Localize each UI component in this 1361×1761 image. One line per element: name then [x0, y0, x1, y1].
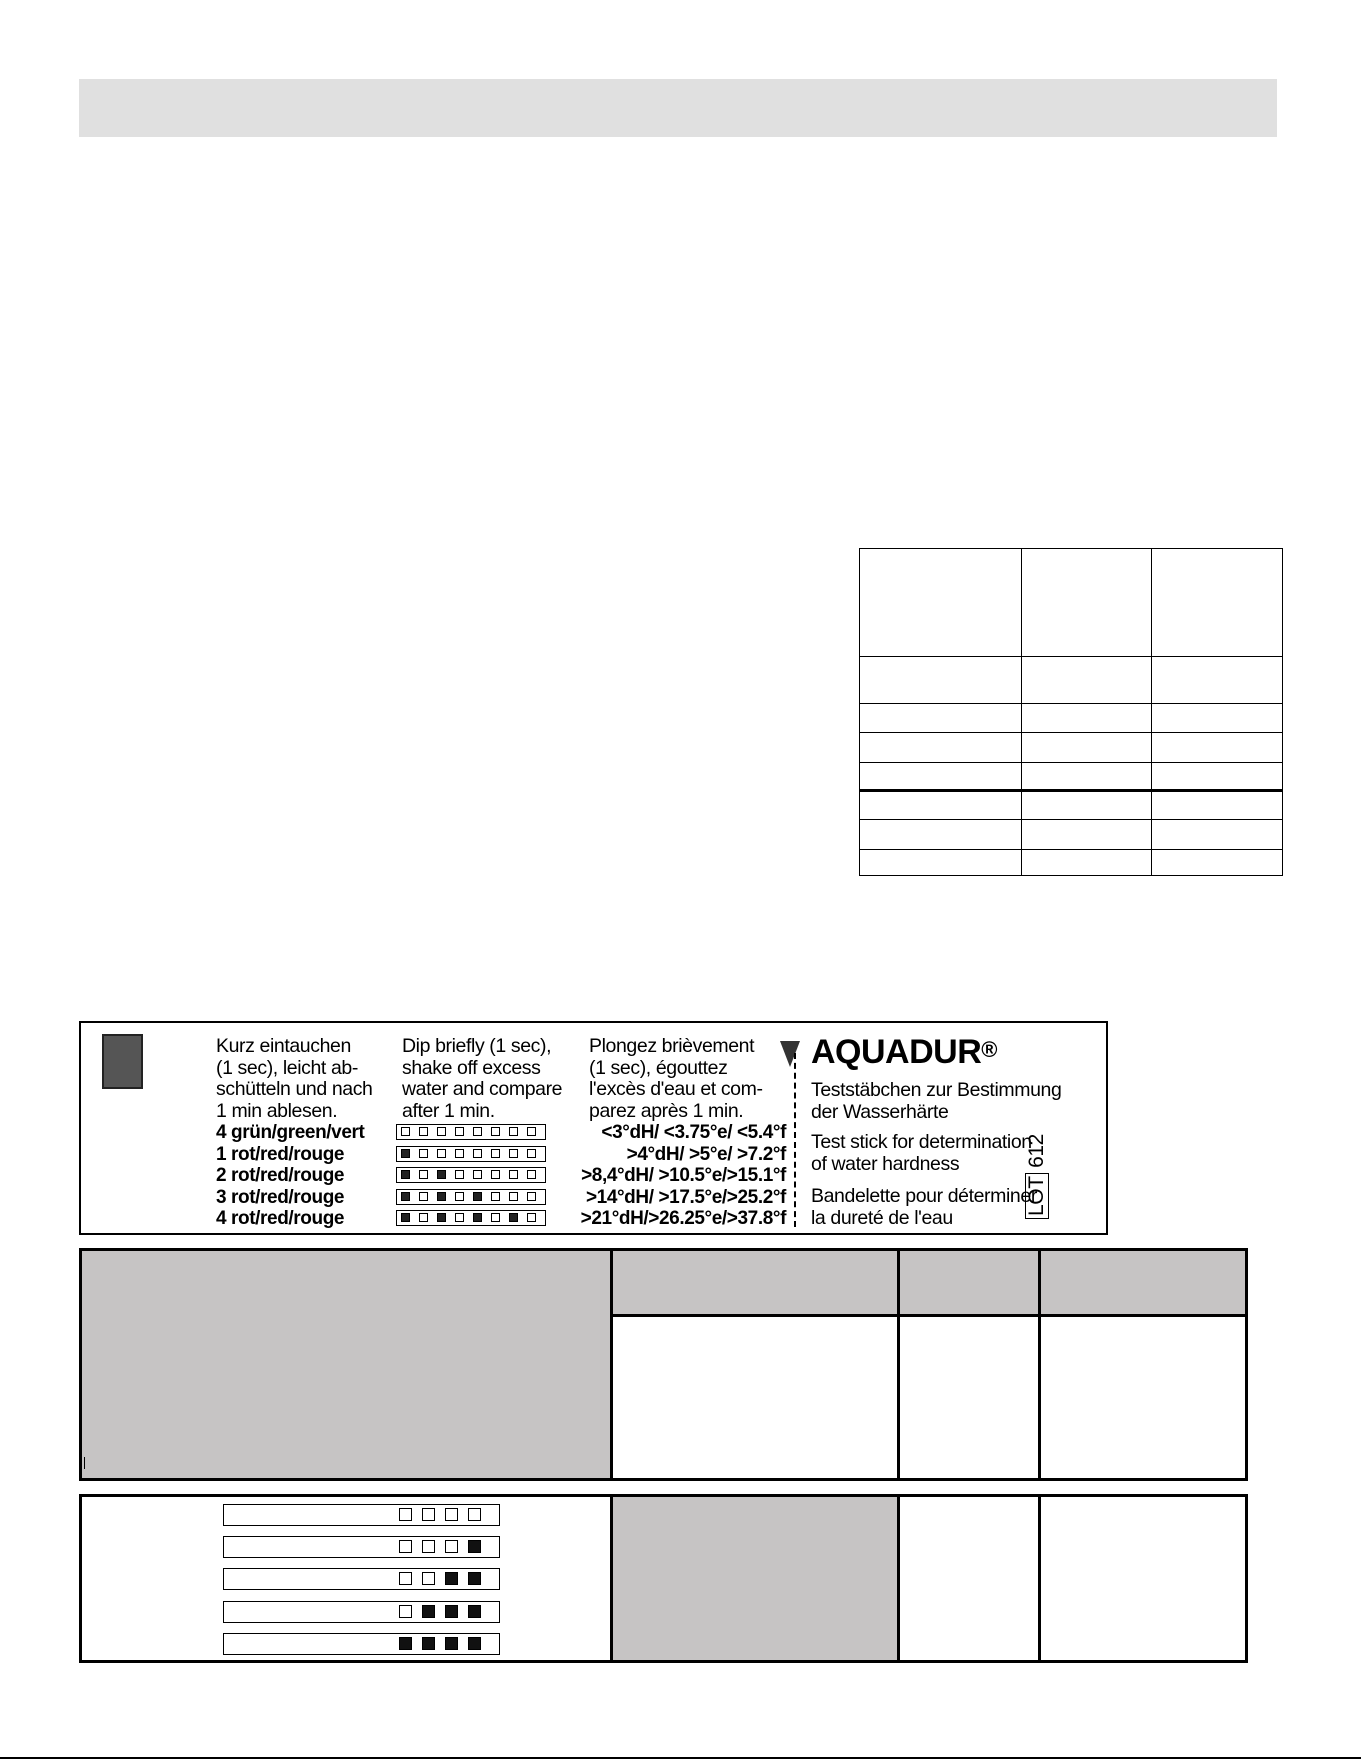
scale-value: >4°dH/ >5°e/ >7.2°f [626, 1143, 786, 1165]
strip-pad [509, 1127, 518, 1136]
table-cell [860, 790, 1022, 819]
test-pad-swatch [102, 1034, 143, 1089]
indicator-square [445, 1572, 458, 1585]
table-cell [860, 849, 1022, 875]
table-cell [1022, 762, 1152, 790]
description-line: Test stick for determination [811, 1131, 1032, 1153]
table-cell [1022, 790, 1152, 819]
strip-pad [473, 1213, 482, 1222]
form-header-cell [1040, 1250, 1247, 1316]
strip-pad [419, 1149, 428, 1158]
table-cell [1152, 849, 1283, 875]
indicator-square [422, 1540, 435, 1553]
table-cell [1152, 549, 1283, 657]
table-cell [860, 703, 1022, 732]
strip-pad [401, 1127, 410, 1136]
scale-value: >8,4°dH/ >10.5°e/>15.1°f [581, 1165, 786, 1186]
table-cell [860, 549, 1022, 657]
strip-pad [437, 1170, 446, 1179]
indicator-square [445, 1637, 458, 1650]
strip-pad [437, 1192, 446, 1201]
scale-row [216, 1208, 786, 1230]
instruction-line: Dip briefly (1 sec), [402, 1035, 552, 1057]
instructions-english [402, 1036, 582, 1122]
indicator-square [422, 1572, 435, 1585]
instruction-line: after 1 min. [402, 1099, 495, 1122]
description-line: la dureté de l'eau [811, 1206, 953, 1229]
hardness-table [859, 548, 1283, 876]
strip-pad [491, 1213, 500, 1222]
strip-pad [455, 1149, 464, 1158]
lot-value: 612 [1025, 1134, 1048, 1168]
scale-value: >21°dH/>26.25°e/>37.8°f [580, 1208, 786, 1229]
strip-pad [437, 1149, 446, 1158]
indicator-square [445, 1540, 458, 1553]
table-cell [1152, 820, 1283, 849]
scale-value: >14°dH/ >17.5°e/>25.2°f [585, 1186, 786, 1208]
scale-strip [396, 1210, 546, 1226]
instruction-line: Plongez brièvement [589, 1035, 755, 1057]
lot-number [1024, 1129, 1050, 1219]
table-row [860, 703, 1283, 732]
triangle-marker-icon [780, 1041, 800, 1067]
registered-mark: ® [981, 1037, 997, 1062]
table-cell [1152, 656, 1283, 703]
lot-word: LOT [1025, 1173, 1049, 1219]
indicator-square [399, 1508, 412, 1521]
strip-pad [437, 1127, 446, 1136]
brand-name [811, 1034, 997, 1070]
scale-label: 4 rot/red/rouge [216, 1208, 345, 1229]
form-entry-cell[interactable] [612, 1316, 899, 1480]
strip-pad [491, 1127, 500, 1136]
strip-pad [455, 1213, 464, 1222]
instruction-line: (1 sec), égouttez [589, 1056, 728, 1079]
table-cell [1022, 549, 1152, 657]
scale-row [216, 1187, 786, 1209]
strip-pad [491, 1149, 500, 1158]
form-gray-cell [81, 1250, 612, 1480]
table-cell [860, 656, 1022, 703]
description-line: Teststäbchen zur Bestimmung [811, 1079, 1062, 1101]
table-cell [1152, 703, 1283, 732]
scale-strip [396, 1124, 546, 1140]
description-line: of water hardness [811, 1152, 960, 1175]
form-entry-cell[interactable] [1040, 1496, 1247, 1662]
form-entry-cell[interactable] [1040, 1316, 1247, 1480]
indicator-square [399, 1637, 412, 1650]
page-bottom-rule [0, 1757, 1361, 1759]
form-entry-cell[interactable] [899, 1496, 1040, 1662]
indicator-row [223, 1504, 500, 1526]
strip-pad [473, 1170, 482, 1179]
table-cell [1152, 733, 1283, 762]
brand-text: AQUADUR [811, 1033, 982, 1071]
scale-label: 1 rot/red/rouge [216, 1143, 345, 1165]
form-header-cell [612, 1250, 899, 1316]
strip-pad [509, 1170, 518, 1179]
strip-pad [527, 1170, 536, 1179]
indicator-square [422, 1637, 435, 1650]
strip-pad [527, 1127, 536, 1136]
table-cell [1022, 733, 1152, 762]
strip-pad [419, 1127, 428, 1136]
strip-pad [491, 1192, 500, 1201]
strip-pad [455, 1192, 464, 1201]
description-line: der Wasserhärte [811, 1100, 949, 1123]
indicator-square [399, 1605, 412, 1618]
instruction-line: schütteln und nach [216, 1078, 373, 1100]
strip-pad [419, 1192, 428, 1201]
scale-strip [396, 1167, 546, 1183]
strip-pad [491, 1170, 500, 1179]
strip-pad [473, 1149, 482, 1158]
indicator-row [223, 1568, 500, 1590]
table-cell [1152, 790, 1283, 819]
indicator-row [223, 1601, 500, 1623]
scale-row [216, 1165, 786, 1187]
stray-mark [84, 1457, 85, 1469]
scale-row [216, 1144, 786, 1166]
indicator-square [468, 1572, 481, 1585]
strip-pad [527, 1149, 536, 1158]
strip-pad [455, 1127, 464, 1136]
indicator-square [468, 1605, 481, 1618]
table-cell [1152, 762, 1283, 790]
strip-pad [527, 1192, 536, 1201]
table-cell [1022, 656, 1152, 703]
strip-pad [455, 1170, 464, 1179]
table-header-row [860, 549, 1283, 657]
form-gray-cell [612, 1496, 899, 1662]
indicator-square [445, 1508, 458, 1521]
strip-pad [473, 1127, 482, 1136]
header-band [79, 79, 1277, 137]
strip-pad [509, 1192, 518, 1201]
table-cell [1022, 849, 1152, 875]
form-header-cell [899, 1250, 1040, 1316]
instructions-german [216, 1036, 391, 1122]
instruction-line: Kurz eintauchen [216, 1035, 351, 1057]
strip-pad [437, 1213, 446, 1222]
instruction-line: 1 min ablesen. [216, 1099, 338, 1122]
aquadur-test-strip-label [79, 1021, 1108, 1235]
instruction-line: l'excès d'eau et com- [589, 1078, 763, 1100]
indicator-square [399, 1540, 412, 1553]
scale-label: 3 rot/red/rouge [216, 1186, 345, 1208]
strip-pad [509, 1149, 518, 1158]
table-row [860, 656, 1283, 703]
indicator-cell [81, 1496, 612, 1662]
table-cell [1022, 703, 1152, 732]
instruction-line: shake off excess [402, 1056, 541, 1079]
indicator-square [468, 1637, 481, 1650]
strip-pad [527, 1213, 536, 1222]
table-row [860, 733, 1283, 762]
indicator-square [468, 1508, 481, 1521]
table-row [860, 820, 1283, 849]
strip-pad [401, 1192, 410, 1201]
table-cell [860, 820, 1022, 849]
table-cell [860, 733, 1022, 762]
scale-strip [396, 1189, 546, 1205]
indicator-square [399, 1572, 412, 1585]
instruction-line: parez après 1 min. [589, 1099, 744, 1122]
strip-pad [401, 1213, 410, 1222]
strip-pad [473, 1192, 482, 1201]
strip-pad [419, 1213, 428, 1222]
table-row [860, 849, 1283, 875]
strip-pad [419, 1170, 428, 1179]
indicator-row [223, 1536, 500, 1558]
strip-pad [401, 1149, 410, 1158]
scale-label: 4 grün/green/vert [216, 1122, 365, 1143]
table-cell [860, 762, 1022, 790]
indicator-square [468, 1540, 481, 1553]
strip-pad [401, 1170, 410, 1179]
table-cell [1022, 820, 1152, 849]
indicator-square [422, 1508, 435, 1521]
instruction-line: (1 sec), leicht ab- [216, 1056, 358, 1079]
description-line: Bandelette pour déterminer [811, 1185, 1037, 1207]
indicator-stack [82, 1497, 610, 1660]
cut-line-divider [794, 1053, 796, 1227]
indicator-square [422, 1605, 435, 1618]
result-form-bottom [79, 1494, 1248, 1663]
description-german [811, 1080, 1061, 1123]
instruction-line: water and compare [402, 1078, 563, 1100]
scale-value: <3°dH/ <3.75°e/ <5.4°f [601, 1122, 786, 1143]
scale-label: 2 rot/red/rouge [216, 1165, 345, 1186]
instructions-french [589, 1036, 779, 1122]
table-row [860, 790, 1283, 819]
indicator-square [445, 1605, 458, 1618]
scale-strip [396, 1146, 546, 1162]
table-row [860, 762, 1283, 790]
result-form-top [79, 1248, 1248, 1481]
indicator-row [223, 1633, 500, 1655]
scale-row [216, 1122, 786, 1144]
form-entry-cell[interactable] [899, 1316, 1040, 1480]
strip-pad [509, 1213, 518, 1222]
